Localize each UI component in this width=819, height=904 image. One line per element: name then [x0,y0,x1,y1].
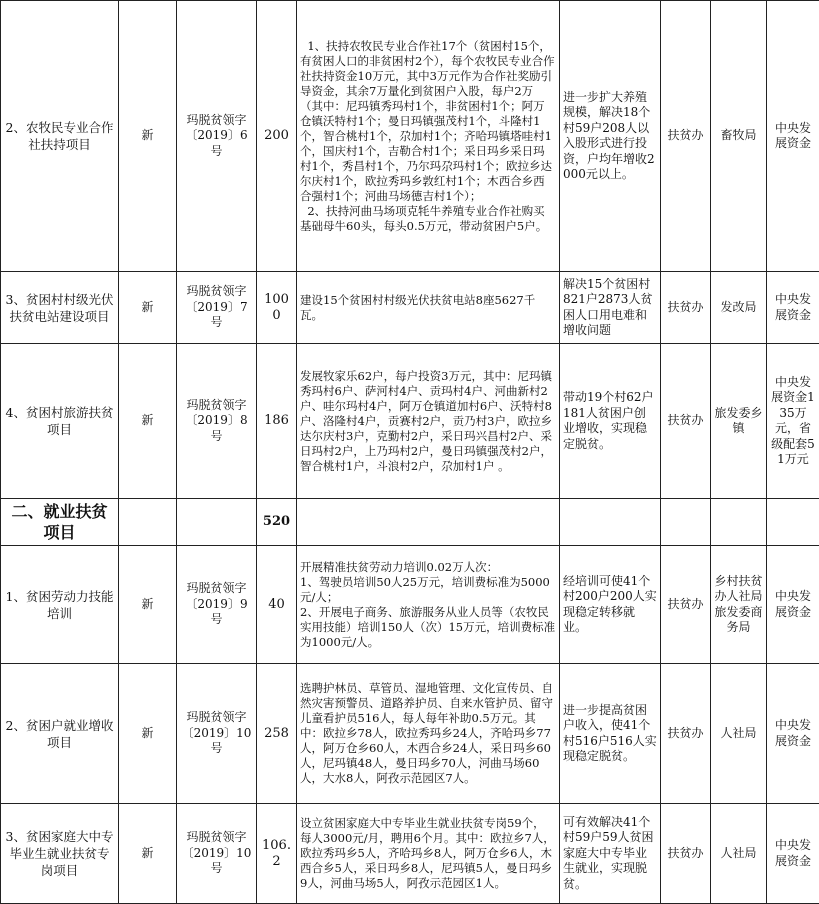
section-total-amount: 520 [257,499,297,546]
fund-amount: 40 [257,546,297,664]
implementing-unit: 旅发委乡镇 [711,344,767,499]
fund-amount: 186 [257,344,297,499]
project-type: 新 [119,344,177,499]
project-content: 建设15个贫困村村级光伏扶贫电站8座5627千瓦。 [297,272,560,344]
document-number: 玛脱贫领字〔2019〕10号 [177,664,257,804]
implementing-unit: 发改局 [711,272,767,344]
document-number: 玛脱贫领字〔2019〕10号 [177,804,257,904]
expected-effect: 解决15个贫困村821户2873人贫困人口用电难和增收问题 [560,272,661,344]
project-content: 开展精准扶贫劳动力培训0.02万人次： 1、驾驶员培训50人25万元，培训费标准为5000元/人； 2、开展电子商务、旅游服务从业人员等（农牧民实用技能）培训150人（次）15万元，培训费标准为1000元/人。 [297,546,560,664]
project-content: 发展牧家乐62户，每户投资3万元，其中：尼玛镇秀玛村6户、萨河村4户、贡玛村4户、河曲新村2户、哇尔玛村4户，阿万仓镇道加村6户、沃特村8户、洛隆村4户，贡赛村2户，贡乃村3户，欧拉乡达尔庆村3户，克勤村2户，采日玛兴昌村2户、采日玛村2户，上乃玛村2户，曼日玛镇强茂村2户，智合桃村1户，斗浪村2户，尕加村1户 。 [297,344,560,499]
fund-source: 中央发展资金135万元，省级配套51万元 [767,344,819,499]
project-content: 设立贫困家庭大中专毕业生就业扶贫专岗59个，每人3000元/月，聘用6个月。其中：欧拉乡7人，欧拉秀玛乡5人，齐哈玛乡8人，阿万仓乡6人，木西合乡5人，采日玛乡8人，尼玛镇5人，曼日玛乡9人，河曲马场5人，阿孜示范园区1人。 [297,804,560,904]
project-content: 选聘护林员、草管员、湿地管理、文化宣传员、自然灾害预警员、道路养护员、自来水管护员、留守儿童看护员516人，每人每年补助0.5万元。其中：欧拉乡78人，欧拉秀玛乡24人，齐哈玛乡77人，阿万仓乡60人，木西合乡24人，采日玛乡60人，尼玛镇48人，曼日玛乡70人，河曲马场60人，大水8人，阿孜示范园区7人。 [297,664,560,804]
section-row [1,499,819,546]
project-name: 4、贫困村旅游扶贫项目 [1,344,119,499]
table-row [1,804,819,904]
implementing-unit: 乡村扶贫办人社局旅发委商务局 [711,546,767,664]
document-number: 玛脱贫领字〔2019〕8号 [177,344,257,499]
fund-source: 中央发展资金 [767,546,819,664]
expected-effect: 进一步提高贫困户收入，使41个村516户516人实现稳定脱贫。 [560,664,661,804]
project-type: 新 [119,546,177,664]
lead-department: 扶贫办 [661,1,711,272]
table-row [1,546,819,664]
lead-department: 扶贫办 [661,344,711,499]
lead-department: 扶贫办 [661,804,711,904]
lead-department: 扶贫办 [661,272,711,344]
fund-amount: 106.2 [257,804,297,904]
lead-department: 扶贫办 [661,546,711,664]
table-row [1,272,819,344]
project-content: 1、扶持农牧民专业合作社17个（贫困村15个，有贫困人口的非贫困村2个），每个农牧民专业合作社扶持资金10万元，其中3万元作为合作社奖励引导资金，其余7万量化到贫困户入股，每户2万（其中：尼玛镇秀玛村1个，非贫困村1个；阿万仓镇沃特村1个；曼日玛镇强茂村1个，斗隆村1个，智合桃村1个，尕加村1个；齐哈玛镇塔哇村1个，国庆村1个，吉勒合村1个；采日玛乡采日玛村1个，秀昌村1个，乃尔玛尕玛村1个；欧拉乡达尔庆村1个，欧拉秀玛乡敦红村1个；木西合乡西合强村1个；河曲马场德吉村1个）； 2、扶持河曲马场项克牦牛养殖专业合作社购买基础母牛60头，每头0.5万元，带动贫困户5户。 [297,1,560,272]
fund-amount: 258 [257,664,297,804]
document-number: 玛脱贫领字〔2019〕6号 [177,1,257,272]
project-type: 新 [119,1,177,272]
implementing-unit: 人社局 [711,664,767,804]
fund-amount: 1000 [257,272,297,344]
project-name: 1、贫困劳动力技能培训 [1,546,119,664]
project-type: 新 [119,272,177,344]
table-row [1,344,819,499]
project-name: 3、贫困村村级光伏扶贫电站建设项目 [1,272,119,344]
table-row [1,664,819,804]
fund-source: 中央发展资金 [767,804,819,904]
expected-effect: 经培训可使41个村200户200人实现稳定转移就业。 [560,546,661,664]
implementing-unit: 人社局 [711,804,767,904]
fund-source: 中央发展资金 [767,272,819,344]
document-number: 玛脱贫领字〔2019〕7号 [177,272,257,344]
expected-effect: 进一步扩大养殖规模，解决18个村59户208人以入股形式进行投资，户均年增收2000元以上。 [560,1,661,272]
project-name: 2、贫困户就业增收项目 [1,664,119,804]
section-title: 二、就业扶贫项目 [1,499,119,546]
fund-source: 中央发展资金 [767,664,819,804]
lead-department: 扶贫办 [661,664,711,804]
table-row [1,1,819,272]
project-name: 2、农牧民专业合作社扶持项目 [1,1,119,272]
fund-source: 中央发展资金 [767,1,819,272]
implementing-unit: 畜牧局 [711,1,767,272]
project-type: 新 [119,664,177,804]
expected-effect: 带动19个村62户181人贫困户创业增收，实现稳定脱贫。 [560,344,661,499]
project-type: 新 [119,804,177,904]
document-number: 玛脱贫领字〔2019〕9号 [177,546,257,664]
expected-effect: 可有效解决41个村59户59人贫困家庭大中专毕业生就业，实现脱贫。 [560,804,661,904]
project-name: 3、贫困家庭大中专毕业生就业扶贫专岗项目 [1,804,119,904]
fund-amount: 200 [257,1,297,272]
